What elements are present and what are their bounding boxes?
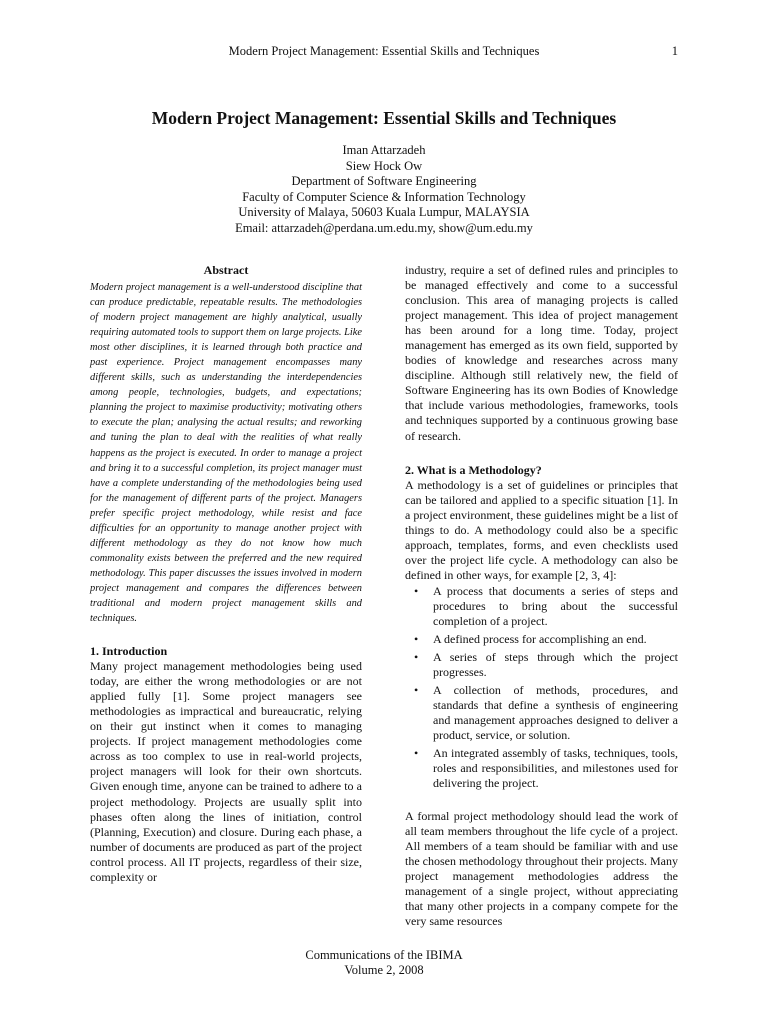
abstract-text: Modern project management is a well-understood discipline that can produce predictable, repeatable results. The methodologies of modern project management are highly analytical, usually requiring automated tools to support them on large projects. Like most other disciplines, it is learned through both practice and past experience. Project management encompasses many different skills, such as understanding the interdependencies among people, technologies, budgets, and expectations; planning the project to maximise productivity; motivating others to execute the plan; analysing the actual results; and reworking and tuning the plan to deal with the realities of what really happens as the project is executed. In order to manage a project and bring it to a successful completion, its project manager must have a complete understanding of the methodologies being used for the management of different parts of the project. Managers prefer specific project methodology, while resist and face difficulties for an opportunity to manage another project with different methodology as they do not know how much commonality exists between the preferred and the new required methodology. This paper discusses the issues involved in modern project management and compares the differences between traditional and modern project management skills and techniques. bbox=[90, 282, 362, 625]
introduction-continuation: industry, require a set of defined rules and principles to be managed effectively and come to a successful conclusion. This area of managing projects is called project management. This idea of project management has been around for a long time. Today, project management has emerged as its own field, supported by bodies of knowledge and researches across many discipline. Although still relatively new, the field of Software Engineering has its own Bodies of Knowledge that include various methodologies, frameworks, tools and techniques supported by a continuous growing base of research. bbox=[405, 263, 678, 443]
page-footer bbox=[0, 948, 768, 978]
methodology-closing-text: A formal project methodology should lead the work of all team members throughout the life cycle of a project. All members of a team should be familiar with and use the chosen methodology throughout their projects. Many project management methodologies address the management of a single project, without appreciating that many other projects in a company compete for the very same resources bbox=[405, 808, 678, 928]
bullet-icon: • bbox=[414, 746, 419, 761]
bullet-icon: • bbox=[414, 683, 419, 698]
methodology-definition-list bbox=[405, 584, 678, 792]
list-item: • An integrated assembly of tasks, techniques, tools, roles and responsibilities, and milestones used for delivering the project. bbox=[414, 746, 678, 791]
methodology-intro: A methodology is a set of guidelines or principles that can be tailored and applied to a specific situation [1]. In a project environment, these guidelines might be a list of things to do. A methodology could also be a specific approach, templates, forms, and even checklists used over the project life cycle. A methodology can also be defined in other ways, for example [2, 3, 4]: bbox=[405, 477, 678, 582]
methodology-heading: 2. What is a Methodology? bbox=[405, 462, 542, 477]
list-item: • A defined process for accomplishing an end. bbox=[414, 632, 647, 647]
introduction-heading: 1. Introduction bbox=[90, 644, 168, 659]
introduction-text: Many project management methodologies being used today, are either the wrong methodologies or are not applied fully [1]. Some project managers see methodologies as impractical and bureaucratic, relying on their gut instinct when it comes to managing projects. If project management methodologies come across as too complex to use in real-world projects, project managers will look for their own shortcuts. Given enough time, anyone can be trained to adhere to a project methodology. Projects are usually split into phases often along the lines of initiation, control (Planning, Execution) and closure. During each phase, a number of documents are produced as part of the project control process. All IT projects, regardless of their size, complexity or bbox=[90, 659, 362, 884]
bullet-icon: • bbox=[414, 650, 419, 665]
journal-name: Communications of the IBIMA bbox=[305, 948, 463, 962]
author-name-1: Iman Attarzadeh bbox=[342, 143, 426, 157]
author-faculty: Faculty of Computer Science & Information Technology bbox=[242, 189, 526, 204]
journal-volume: Volume 2, 2008 bbox=[344, 963, 424, 977]
author-department: Department of Software Engineering bbox=[291, 174, 477, 188]
author-block bbox=[0, 143, 768, 236]
list-item: • A collection of methods, procedures, and standards that define a synthesis of engineering and management approaches designed to deliver a product, service, or solution. bbox=[414, 683, 678, 743]
left-column bbox=[90, 263, 362, 885]
author-university: University of Malaya, 50603 Kuala Lumpur, MALAYSIA bbox=[238, 205, 530, 219]
abstract-heading: Abstract bbox=[203, 263, 249, 277]
running-header: Modern Project Management: Essential Skills and Techniques bbox=[228, 44, 540, 58]
list-item: • A process that documents a series of steps and procedures to bring about the successful completion of a project. bbox=[414, 583, 678, 628]
bullet-icon: • bbox=[414, 583, 419, 598]
list-item: • A series of steps through which the project progresses. bbox=[414, 650, 678, 680]
page-number: 1 bbox=[671, 44, 678, 58]
paper-title: Modern Project Management: Essential Skills and Techniques bbox=[151, 108, 617, 128]
bullet-icon: • bbox=[414, 632, 419, 647]
author-email: Email: attarzadeh@perdana.um.edu.my, show@um.edu.my bbox=[235, 220, 533, 235]
author-name-2: Siew Hock Ow bbox=[345, 158, 423, 173]
right-column bbox=[405, 263, 678, 929]
